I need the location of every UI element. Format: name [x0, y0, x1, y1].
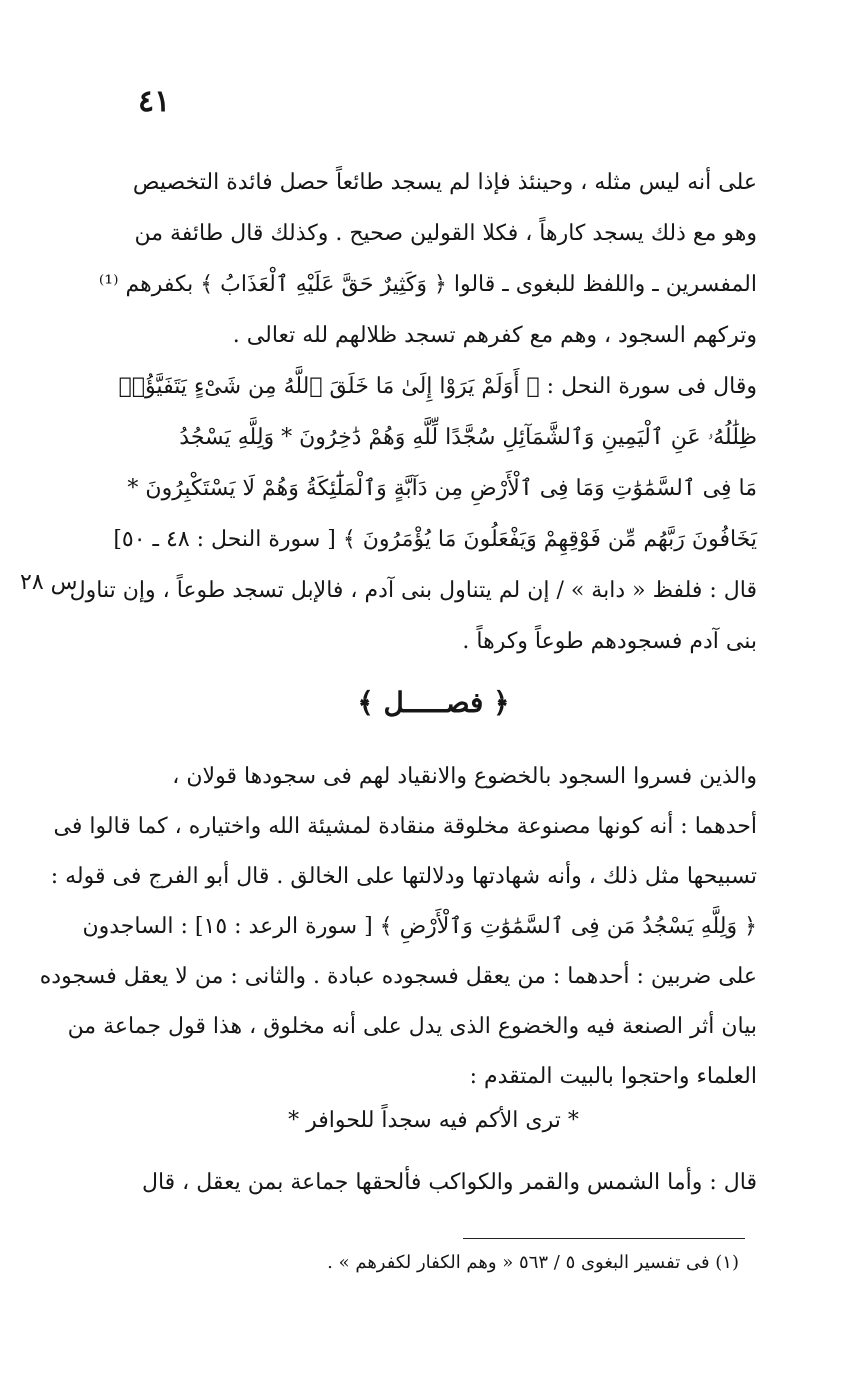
text-line: المفسرين ـ واللفظ للبغوى ـ قالوا ﴿ وَكَثِيرٌ حَقَّ عَلَيْهِ ٱلْعَذَابُ ﴾ بكفرهم ⁽¹⁾ [98, 272, 757, 297]
text-line: بنى آدم فسجودهم طوعاً وكرهاً . [462, 629, 757, 654]
poetry-verse: * ترى الأكم فيه سجداً للحوافر * [288, 1108, 579, 1133]
quran-line: وقال فى سورة النحل : ﴿ أَوَلَمْ يَرَوْا إِلَىٰ مَا خَلَقَ ٱللَّهُ مِن شَىْءٍ يَتَفَيَّؤُا۟ [118, 374, 757, 399]
section-heading: ﴿ فصـــــل ﴾ [357, 686, 510, 719]
text-line: العلماء واحتجوا بالبيت المتقدم : [469, 1064, 757, 1089]
text-line: قال : فلفظ « دابة » / إن لم يتناول بنى آدم ، فالإبل تسجد طوعاً ، وإن تناول [69, 578, 757, 603]
text-line: على أنه ليس مثله ، وحينئذ فإذا لم يسجد طائعاً حصل فائدة التخصيص [132, 170, 757, 195]
quran-line: ظِلَٰلُهُۥ عَنِ ٱلْيَمِينِ وَٱلشَّمَآئِلِ سُجَّدًا لِّلَّهِ وَهُمْ دَٰخِرُونَ * وَلِلَّهِ يَسْجُدُ [179, 425, 757, 450]
text-line: وتركهم السجود ، وهم مع كفرهم تسجد ظلالهم لله تعالى . [232, 323, 757, 348]
footnote: (١) فى تفسير البغوى ٥ / ٥٦٣ « وهم الكفار لكفرهم » . [327, 1252, 739, 1273]
text-line: وهو مع ذلك يسجد كارهاً ، فكلا القولين صحيح . وكذلك قال طائفة من [134, 221, 757, 246]
text-line: أحدهما : أنه كونها مصنوعة مخلوقة منقادة لمشيئة الله واختياره ، كما قالوا فى [53, 814, 757, 839]
text-line: على ضربين : أحدهما : من يعقل فسجوده عبادة . والثانى : من لا يعقل فسجوده [39, 964, 757, 989]
footnote-rule [463, 1238, 745, 1239]
text-line: قال : وأما الشمس والقمر والكواكب فألحقها جماعة بمن يعقل ، قال [141, 1170, 757, 1195]
quran-line: مَا فِى ٱلسَّمَٰوَٰتِ وَمَا فِى ٱلْأَرْضِ مِن دَآبَّةٍ وَٱلْمَلَٰٓئِكَةُ وَهُمْ لَا يَسْتَكْبِرُونَ * [127, 476, 757, 501]
quran-line: يَخَافُونَ رَبَّهُم مِّن فَوْقِهِمْ وَيَفْعَلُونَ مَا يُؤْمَرُونَ ﴾ [ سورة النحل : ٤٨ ـ ٥٠] [113, 527, 757, 552]
quran-line: ﴿ وَلِلَّهِ يَسْجُدُ مَن فِى ٱلسَّمَٰوَٰتِ وَٱلْأَرْضِ ﴾ [ سورة الرعد : ١٥] : الساجدون [82, 914, 757, 939]
text-line: والذين فسروا السجود بالخضوع والانقياد لهم فى سجودها قولان ، [172, 764, 757, 789]
text-line: بيان أثر الصنعة فيه والخضوع الذى يدل على أنه مخلوق ، هذا قول جماعة من [67, 1014, 757, 1039]
margin-note: س ٢٨ [20, 570, 78, 595]
text-line: تسبيحها مثل ذلك ، وأنه شهادتها ودلالتها على الخالق . قال أبو الفرج فى قوله : [50, 864, 757, 889]
page-number: ٤١ [138, 84, 171, 119]
